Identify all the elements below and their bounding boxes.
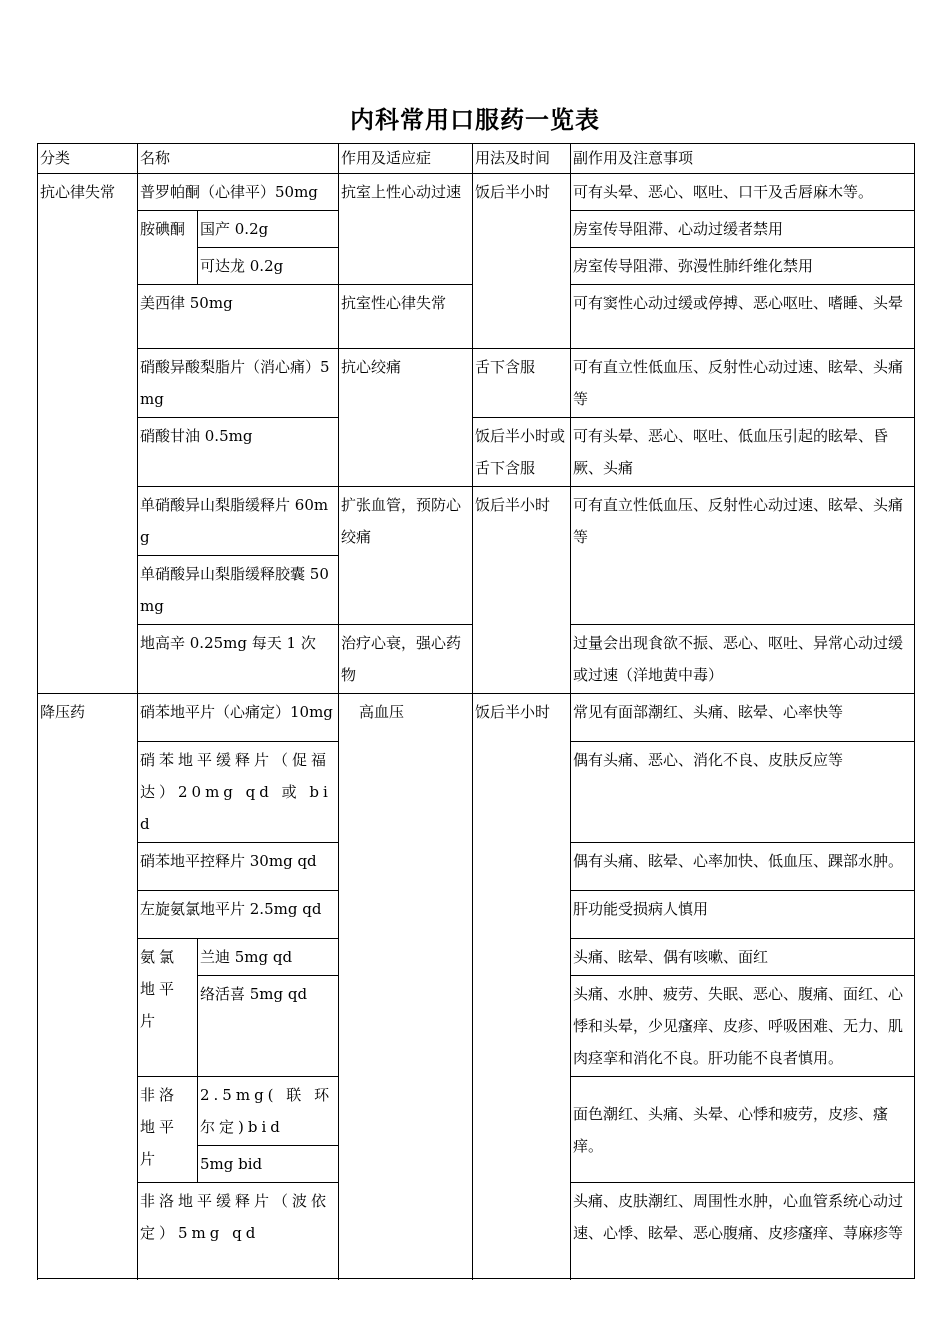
side-effect-cell: 可有窦性心动过缓或停搏、恶心呕吐、嗜睡、头晕 (571, 285, 915, 349)
indication-cell (339, 694, 473, 1279)
medication-table (37, 143, 915, 1279)
drug-brand: 国产 0.2g (198, 211, 339, 248)
side-effect-text: 面色潮红、头痛、头晕、心悸和疲劳，皮疹、瘙痒。 (573, 1104, 889, 1155)
header-usage: 用法及时间 (473, 144, 571, 174)
indication-cell: 治疗心衰，强心药物 (339, 625, 473, 694)
drug-name: 硝苯地平片（心痛定）10mg (138, 694, 339, 742)
drug-name: 单硝酸异山梨脂缓释胶囊 50mg (138, 556, 339, 625)
side-effect-cell: 偶有头痛、眩晕、心率加快、低血压、踝部水肿。 (571, 843, 915, 891)
drug-name: 硝酸甘油 0.5mg (138, 418, 339, 487)
drug-name: 氨氯地平片 (138, 939, 198, 1077)
drug-name: 硝苯地平控释片 30mg qd (138, 843, 339, 891)
header-name: 名称 (138, 144, 339, 174)
side-effect-cell: 可有头晕、恶心、呕吐、口干及舌唇麻木等。 (571, 174, 915, 211)
usage-cell: 饭后半小时 (473, 487, 571, 694)
drug-name: 非洛地平片 (138, 1077, 198, 1183)
drug-brand: 络活喜 5mg qd (198, 976, 339, 1077)
header-indication: 作用及适应症 (339, 144, 473, 174)
drug-name: 单硝酸异山梨脂缓释片 60mg (138, 487, 339, 556)
usage-cell: 舌下含服 (473, 349, 571, 418)
drug-brand: 可达龙 0.2g (198, 248, 339, 285)
side-effect-cell: 房室传导阻滞、心动过缓者禁用 (571, 211, 915, 248)
drug-dose: 2.5mg( 联 环 尔定)bid (198, 1077, 339, 1146)
drug-name: 硝苯地平缓释片（促福达）20mg qd 或 bid (138, 742, 339, 843)
table-row (38, 418, 915, 487)
usage-cell: 饭后半小时或舌下含服 (473, 418, 571, 487)
drug-name: 左旋氨氯地平片 2.5mg qd (138, 891, 339, 939)
drug-name: 地高辛 0.25mg 每天 1 次 (138, 625, 339, 694)
indication-cell: 扩张血管，预防心绞痛 (339, 487, 473, 625)
table-row (38, 487, 915, 556)
table-row (38, 349, 915, 418)
drug-name: 非洛地平缓释片（波依定）5mg qd (138, 1183, 339, 1279)
side-effect-cell: 肝功能受损病人慎用 (571, 891, 915, 939)
drug-name: 胺碘酮 (138, 211, 198, 285)
category-cell: 降压药 (38, 694, 138, 1279)
category-cell: 抗心律失常 (38, 174, 138, 694)
side-effect-cell: 常见有面部潮红、头痛、眩晕、心率快等 (571, 694, 915, 742)
usage-cell: 饭后半小时 (473, 694, 571, 1279)
document-title: 内科常用口服药一览表 (350, 105, 600, 134)
side-effect-cell (571, 1077, 915, 1183)
side-effect-cell: 可有头晕、恶心、呕吐、低血压引起的眩晕、昏厥、头痛 (571, 418, 915, 487)
side-effect-cell: 可有直立性低血压、反射性心动过速、眩晕、头痛等 (571, 487, 915, 625)
side-effect-cell: 偶有头痛、恶心、消化不良、皮肤反应等 (571, 742, 915, 843)
side-effect-cell: 可有直立性低血压、反射性心动过速、眩晕、头痛等 (571, 349, 915, 418)
side-effect-cell: 头痛、皮肤潮红、周围性水肿，心血管系统心动过速、心悸、眩晕、恶心腹痛、皮疹瘙痒、荨麻疹等 (571, 1183, 915, 1279)
drug-brand: 兰迪 5mg qd (198, 939, 339, 976)
indication-cell: 抗室性心律失常 (339, 285, 473, 349)
table-row (38, 694, 915, 742)
drug-dose: 5mg bid (198, 1146, 339, 1183)
header-category: 分类 (38, 144, 138, 174)
indication-cell: 抗心绞痛 (339, 349, 473, 487)
indication-cell: 抗室上性心动过速 (339, 174, 473, 285)
drug-name: 硝酸异酸梨脂片（消心痛）5mg (138, 349, 339, 418)
header-row (38, 144, 915, 174)
side-effect-cell: 过量会出现食欲不振、恶心、呕吐、异常心动过缓或过速（洋地黄中毒） (571, 625, 915, 694)
indication-text: 高血压 (359, 703, 405, 721)
side-effect-cell: 头痛、眩晕、偶有咳嗽、面红 (571, 939, 915, 976)
side-effect-cell: 房室传导阻滞、弥漫性肺纤维化禁用 (571, 248, 915, 285)
drug-name: 普罗帕酮（心律平）50mg (138, 174, 339, 211)
side-effect-cell: 头痛、水肿、疲劳、失眠、恶心、腹痛、面红、心悸和头晕，少见瘙痒、皮疹、呼吸困难、无力、肌肉痉挛和消化不良。肝功能不良者慎用。 (571, 976, 915, 1077)
usage-cell: 饭后半小时 (473, 174, 571, 349)
table-row (38, 174, 915, 211)
header-side-effects: 副作用及注意事项 (571, 144, 915, 174)
drug-name: 美西律 50mg (138, 285, 339, 349)
